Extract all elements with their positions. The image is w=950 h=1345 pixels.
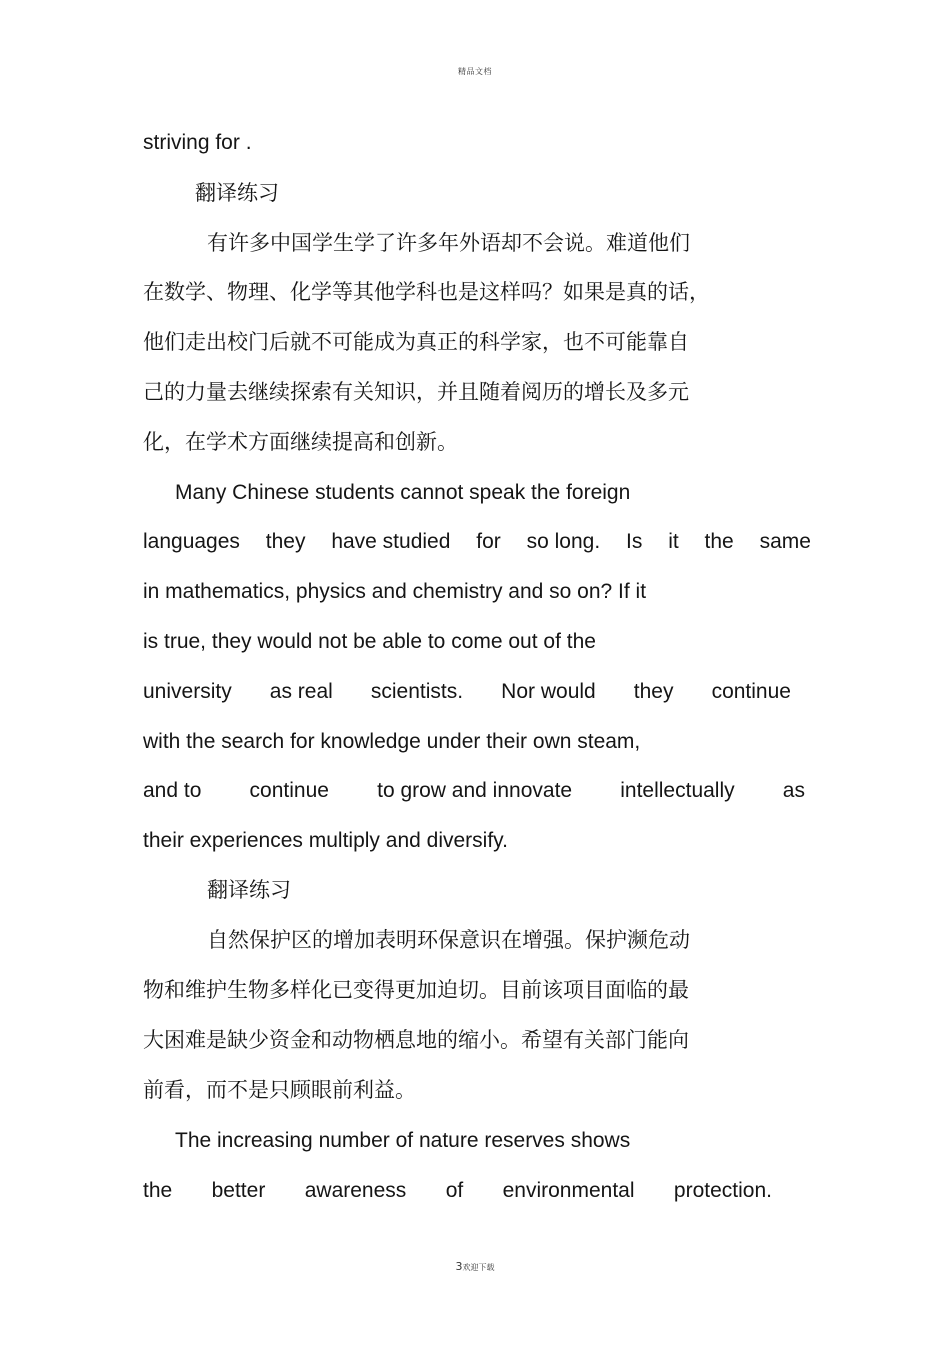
english-paragraph-line: The increasing number of nature reserves shows [175,1129,631,1152]
word: so long. [526,530,601,553]
chinese-paragraph-line: 有许多中国学生学了许多年外语却不会说。难道他们 [207,231,690,255]
word: it [668,530,679,553]
word: as [782,779,805,802]
english-paragraph-line: is true, they would not be able to come out of the [143,630,596,653]
chinese-paragraph-line: 大困难是缺少资金和动物栖息地的缩小。希望有关部门能向 [143,1028,689,1052]
chinese-paragraph-line: 己的力量去继续探索有关知识，并且随着阅历的增长及多元 [143,380,689,404]
english-paragraph-line: with the search for knowledge under their own steam, [143,730,641,753]
word: protection. [673,1179,772,1202]
word: Is [626,530,643,553]
word: to grow and innovate [377,779,573,802]
word: of [445,1179,464,1202]
word: continue [711,680,791,703]
footer-text: 欢迎下载 [462,1263,495,1272]
page-header: 精品文档 [458,67,492,76]
word: they [633,680,674,703]
section-heading: 翻译练习 [207,878,291,902]
chinese-paragraph-line: 前看，而不是只顾眼前利益。 [143,1078,416,1102]
word: languages [143,530,240,553]
english-paragraph-line: Many Chinese students cannot speak the foreign [175,481,631,504]
english-paragraph-line: their experiences multiply and diversify. [143,829,508,852]
word: continue [249,779,329,802]
chinese-paragraph-line: 在数学、物理、化学等其他学科也是这样吗？如果是真的话， [143,280,710,304]
word: the [143,1179,173,1202]
word: they [265,530,306,553]
text-line: striving for . [143,131,252,154]
english-paragraph-line [143,1178,772,1204]
word: Nor would [501,680,596,703]
english-paragraph-line: in mathematics, physics and chemistry and so on? If it [143,580,647,603]
section-heading: 翻译练习 [195,181,279,205]
chinese-paragraph-line: 物和维护生物多样化已变得更加迫切。目前该项目面临的最 [143,978,689,1002]
word: better [211,1179,266,1202]
chinese-paragraph-line: 化，在学术方面继续提高和创新。 [143,430,458,454]
page-number: 3 [455,1260,463,1273]
word: the [704,530,734,553]
english-paragraph-line [143,679,791,705]
word: and to [143,779,202,802]
word: environmental [502,1179,635,1202]
word: intellectually [620,779,735,802]
word: for [476,530,501,553]
english-paragraph-line [143,778,805,804]
chinese-paragraph-line: 自然保护区的增加表明环保意识在增强。保护濒危动 [207,928,690,952]
word: university [143,680,232,703]
english-paragraph-line [143,529,811,555]
word: scientists. [370,680,464,703]
word: have studied [331,530,451,553]
page-footer [0,1260,950,1273]
word: awareness [304,1179,407,1202]
word: as real [269,680,333,703]
chinese-paragraph-line: 他们走出校门后就不可能成为真正的科学家，也不可能靠自 [143,330,689,354]
word: same [759,530,811,553]
